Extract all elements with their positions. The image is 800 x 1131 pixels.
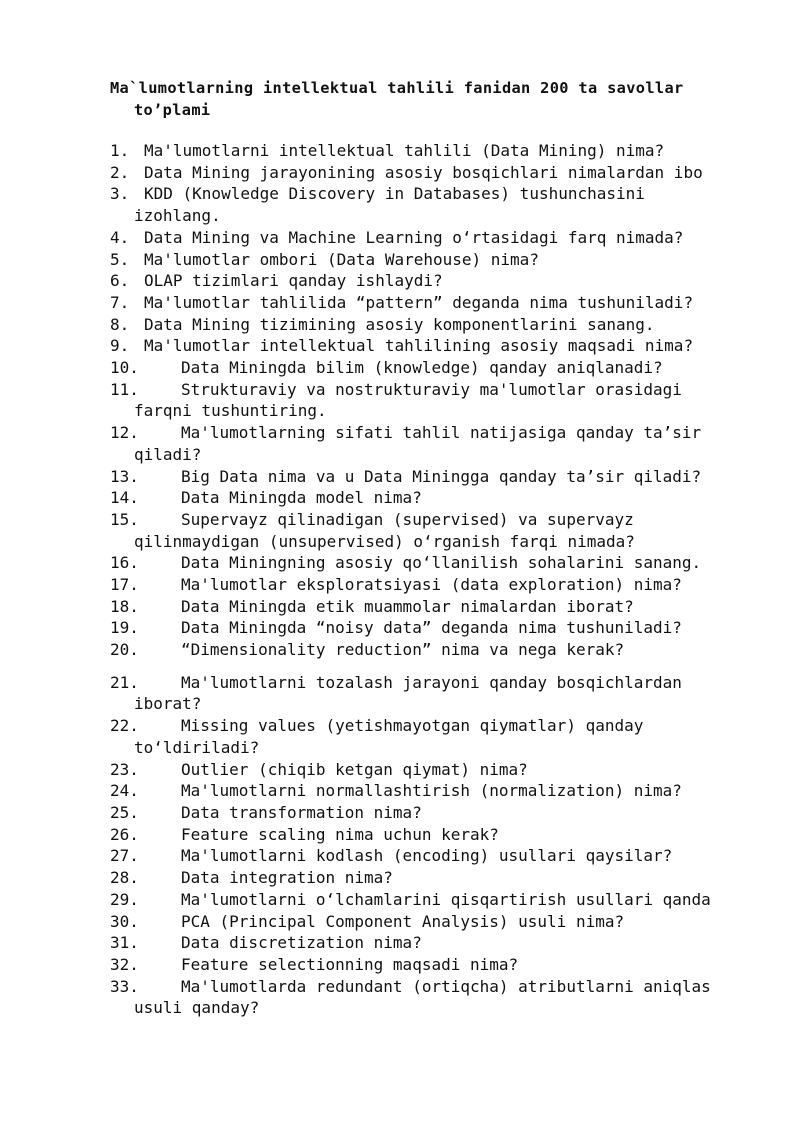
question-item xyxy=(110,249,800,271)
question-text: “Dimensionality reduction” nima va nega kerak? xyxy=(181,640,625,660)
question-text-continuation: iborat? xyxy=(134,694,202,714)
question-number: 30. xyxy=(110,911,139,931)
question-text: Data Miningda model nima? xyxy=(181,488,422,508)
question-number: 10. xyxy=(110,358,139,377)
question-text: Ma'lumotlar ombori (Data Warehouse) nima? xyxy=(144,249,539,269)
question-item xyxy=(110,487,800,509)
question-item xyxy=(110,335,800,357)
question-item xyxy=(110,889,800,911)
question-item xyxy=(110,932,800,954)
question-item xyxy=(110,802,800,824)
question-item xyxy=(110,574,800,596)
question-number: 33. xyxy=(110,976,139,996)
question-number: 19. xyxy=(110,618,139,638)
question-item xyxy=(110,715,800,758)
question-item xyxy=(110,954,800,976)
question-item xyxy=(110,227,800,249)
question-item xyxy=(110,270,800,292)
question-number: 25. xyxy=(110,803,139,822)
question-number: 32. xyxy=(110,954,139,974)
question-text: OLAP tizimlari qanday ishlaydi? xyxy=(144,271,443,291)
question-item xyxy=(110,292,800,314)
question-number: 11. xyxy=(110,379,139,399)
question-number: 29. xyxy=(110,889,139,909)
question-item xyxy=(110,617,800,639)
question-text: Strukturaviy va nostrukturaviy ma'lumotlar orasidagi xyxy=(181,379,682,399)
question-number: 9. xyxy=(110,336,130,356)
question-number: 7. xyxy=(110,292,130,312)
question-text: Feature scaling nima uchun kerak? xyxy=(181,824,499,844)
question-text-continuation: qilinmaydigan (unsupervised) o‘rganish farqi nimada? xyxy=(134,531,635,551)
question-text: Ma'lumotlarni intellektual tahlili (Data Mining) nima? xyxy=(144,141,665,160)
question-item xyxy=(110,759,800,781)
question-text-continuation: to‘ldiriladi? xyxy=(134,737,260,757)
question-number: 6. xyxy=(110,271,130,291)
question-text: Data discretization nima? xyxy=(181,933,422,953)
question-number: 1. xyxy=(110,141,130,160)
question-item xyxy=(110,509,800,552)
question-item xyxy=(110,422,800,465)
question-number: 13. xyxy=(110,466,139,486)
question-text: Ma'lumotlarni normallashtirish (normalization) nima? xyxy=(181,781,682,801)
question-number: 24. xyxy=(110,781,139,801)
question-number: 2. xyxy=(110,162,130,182)
title-line-1: Ma`lumotlarning intellektual tahlili fanidan 200 ta savollar xyxy=(110,79,684,97)
question-number: 31. xyxy=(110,933,139,953)
question-text: Ma'lumotlar tahlilida “pattern” deganda nima tushuniladi? xyxy=(144,292,694,312)
question-item xyxy=(110,976,800,1019)
question-text: Outlier (chiqib ketgan qiymat) nima? xyxy=(181,759,528,779)
question-text: Ma'lumotlarning sifati tahlil natijasiga qanday ta’sir xyxy=(181,423,702,443)
question-item xyxy=(110,867,800,889)
question-text: Data Miningning asosiy qo‘llanilish sohalarini sanang. xyxy=(181,553,702,573)
question-text: Ma'lumotlar intellektual tahlilining asosiy maqsadi nima? xyxy=(144,336,694,356)
question-text: Data Miningda etik muammolar nimalardan iborat? xyxy=(181,596,634,616)
question-number: 21. xyxy=(110,672,139,692)
question-text: Ma'lumotlarni kodlash (encoding) usullari qaysilar? xyxy=(181,846,673,866)
question-text: Data Mining va Machine Learning o‘rtasidagi farq nimada? xyxy=(144,227,684,247)
question-number: 23. xyxy=(110,759,139,779)
question-number: 16. xyxy=(110,553,139,573)
question-item xyxy=(110,183,800,226)
question-item xyxy=(110,672,800,715)
question-text: Data integration nima? xyxy=(181,868,393,888)
question-number: 15. xyxy=(110,509,139,529)
question-text: Data Mining jarayonining asosiy bosqichlari nimalardan ibo xyxy=(144,162,703,182)
question-text: Ma'lumotlarni o‘lchamlarini qisqartirish usullari qanda xyxy=(181,889,711,909)
question-item xyxy=(110,140,800,162)
question-item xyxy=(110,780,800,802)
question-number: 22. xyxy=(110,716,139,736)
question-text: Big Data nima va u Data Miningga qanday ta’sir qiladi? xyxy=(181,466,702,486)
question-number: 18. xyxy=(110,596,139,616)
question-text: KDD (Knowledge Discovery in Databases) tushunchasini xyxy=(144,184,645,204)
question-text: Supervayz qilinadigan (supervised) va supervayz xyxy=(181,509,634,529)
question-item xyxy=(110,911,800,933)
question-number: 5. xyxy=(110,249,130,269)
question-number: 26. xyxy=(110,824,139,844)
question-number: 27. xyxy=(110,846,139,866)
question-text-continuation: izohlang. xyxy=(134,206,221,226)
question-text: PCA (Principal Component Analysis) usuli nima? xyxy=(181,911,625,931)
question-item xyxy=(110,379,800,422)
question-text-continuation: usuli qanday? xyxy=(134,998,260,1018)
question-item xyxy=(110,845,800,867)
question-number: 8. xyxy=(110,314,130,334)
question-text: Data Miningda bilim (knowledge) qanday aniqlanadi? xyxy=(181,358,663,377)
question-text: Data transformation nima? xyxy=(181,803,422,822)
question-text-continuation: qiladi? xyxy=(134,444,202,464)
question-text-continuation: farqni tushuntiring. xyxy=(134,401,327,421)
question-item xyxy=(110,552,800,574)
question-number: 20. xyxy=(110,640,139,660)
question-number: 17. xyxy=(110,575,139,594)
question-text: Data Mining tizimining asosiy komponentlarini sanang. xyxy=(144,314,655,334)
question-text: Data Miningda “noisy data” deganda nima tushuniladi? xyxy=(181,618,682,638)
question-item xyxy=(110,824,800,846)
question-item xyxy=(110,314,800,336)
question-number: 28. xyxy=(110,868,139,888)
question-item xyxy=(110,162,800,184)
question-item xyxy=(110,357,800,379)
question-item xyxy=(110,596,800,618)
question-number: 12. xyxy=(110,423,139,443)
question-item xyxy=(110,639,800,661)
question-number: 3. xyxy=(110,184,130,204)
question-text: Ma'lumotlar eksploratsiyasi (data exploration) nima? xyxy=(181,575,682,594)
question-text: Ma'lumotlarda redundant (ortiqcha) atributlarni aniqlas xyxy=(181,976,711,996)
question-text: Ma'lumotlarni tozalash jarayoni qanday bosqichlardan xyxy=(181,672,682,692)
title-line-2: to’plami xyxy=(134,101,211,119)
question-number: 14. xyxy=(110,488,139,508)
question-text: Feature selectionning maqsadi nima? xyxy=(181,954,519,974)
question-number: 4. xyxy=(110,227,130,247)
question-item xyxy=(110,466,800,488)
question-text: Missing values (yetishmayotgan qiymatlar) qanday xyxy=(181,716,644,736)
document-title xyxy=(110,77,790,121)
